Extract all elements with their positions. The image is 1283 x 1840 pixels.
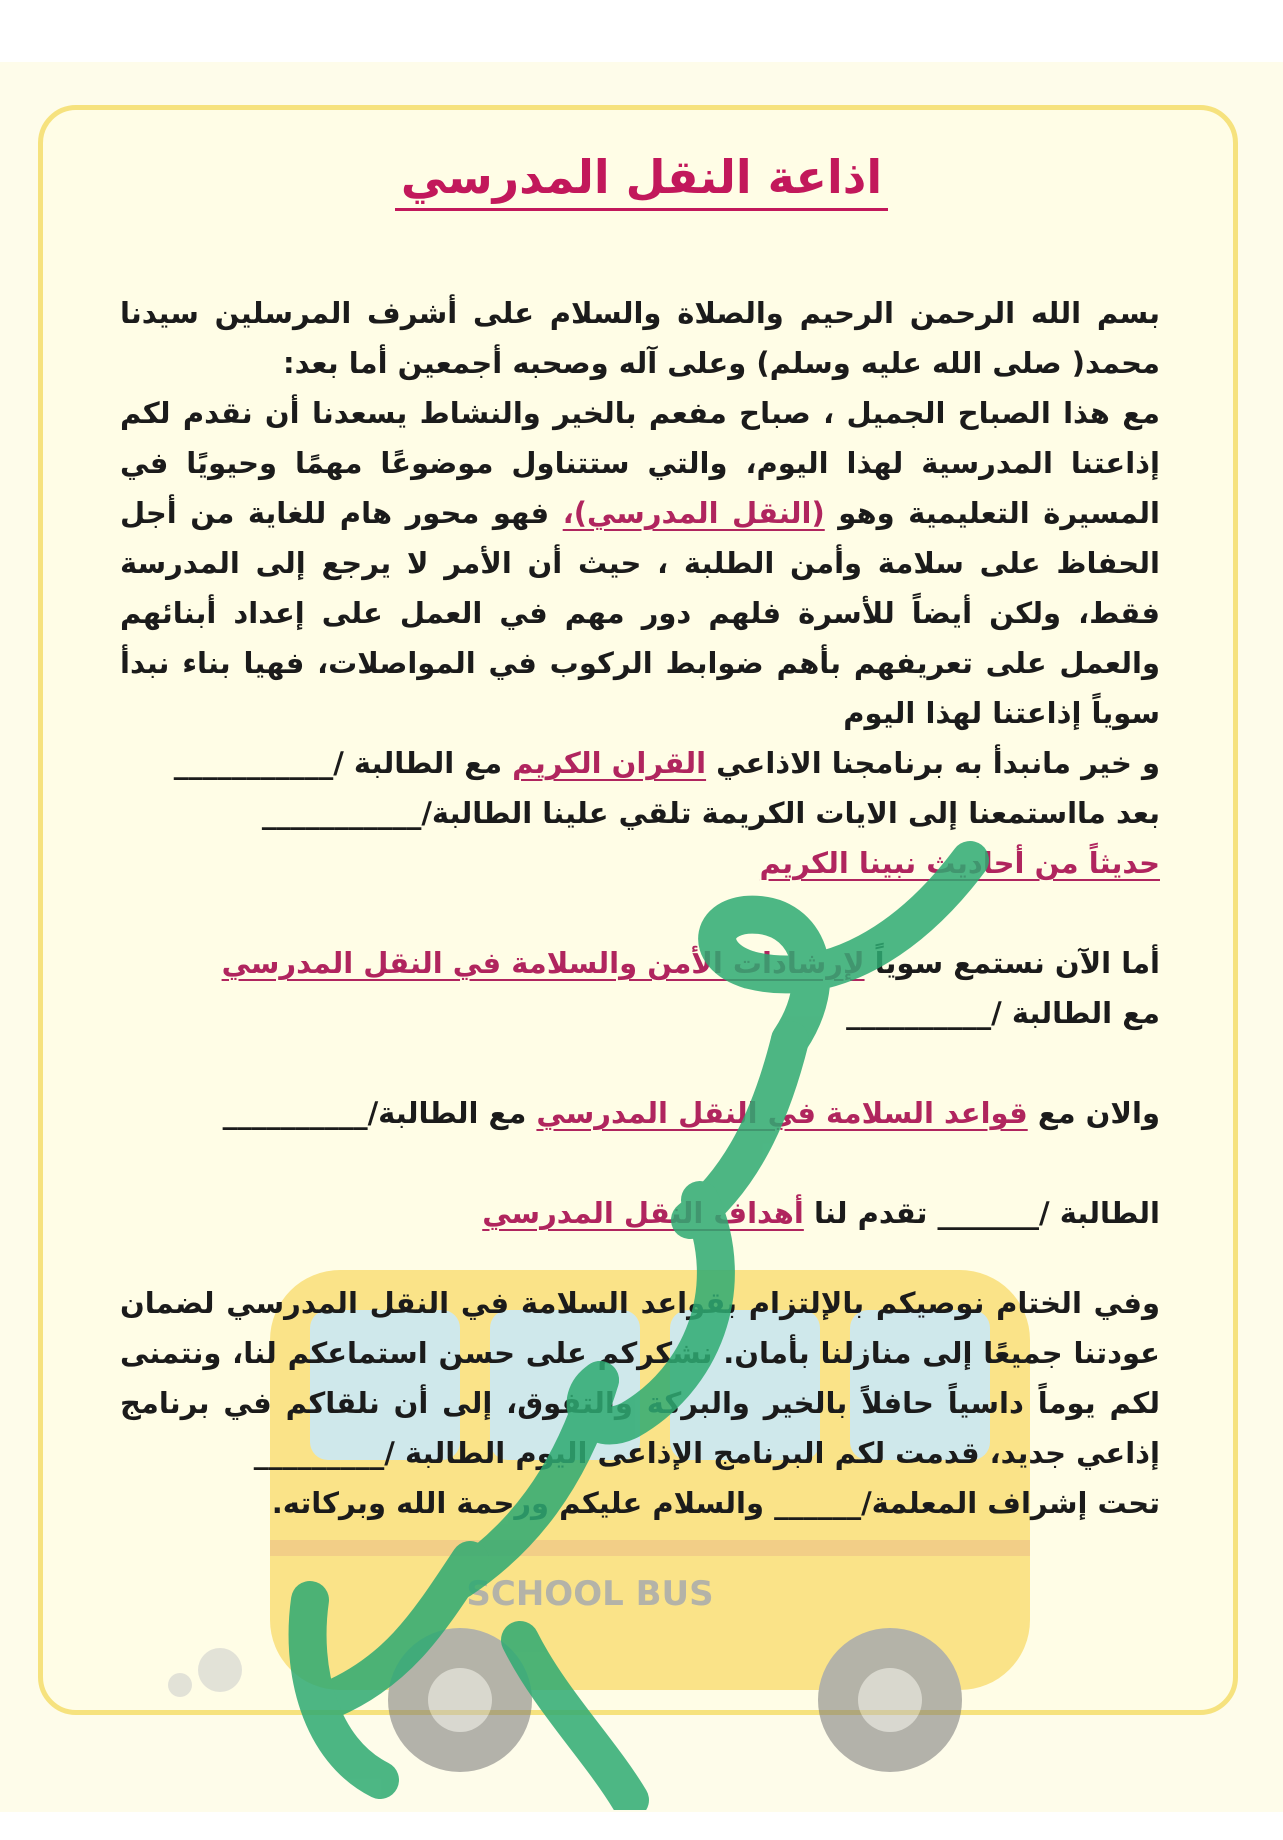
bus-label: SCHOOL BUS — [466, 1574, 714, 1614]
rules-line: والان مع قواعد السلامة في النقل المدرسي مع الطالبة/__________ — [222, 1096, 1160, 1130]
guidance-line: أما الآن نستمع سوياً لإرشادات الأمن والسلامة في النقل المدرسي — [221, 946, 1160, 980]
guidance-student-line: مع الطالبة /__________ — [846, 996, 1160, 1030]
opening-paragraph: بسم الله الرحمن الرحيم والصلاة والسلام على أشرف المرسلين سيدنا محمد( صلى الله عليه وسلم) وعلى آله وصحبه أجمعين أما بعد: — [120, 296, 1160, 380]
hadith-line: بعد مااستمعنا إلى الايات الكريمة تلقي علينا الطالبة/___________ — [261, 796, 1160, 830]
rules-highlight: قواعد السلامة في النقل المدرسي — [536, 1096, 1028, 1130]
quran-highlight: القران الكريم — [512, 746, 707, 780]
goals-highlight: أهداف النقل المدرسي — [482, 1196, 804, 1230]
guidance-highlight: لإرشادات الأمن والسلامة في النقل المدرسي — [221, 946, 865, 980]
intro-paragraph: مع هذا الصباح الجميل ، صباح مفعم بالخير والنشاط يسعدنا أن نقدم لكم إذاعتنا المدرسية لهذا اليوم، والتي ستتناول موضوعًا مهمًا وحيويًا في المسيرة التعليمية وهو (النقل المدرسي)، فهو محور هام للغاية من أجل الحفاظ على سلامة وأمن الطلبة ، حيث أن الأمر لا يرجع إلى المدرسة فقط، ولكن أيضاً للأسرة فلهم دور مهم في العمل على إعداد أبنائهم والعمل على تعريفهم بأهم ضوابط الركوب في المواصلات، فهيا بناء نبدأ سوياً إذاعتنا لهذا اليوم — [120, 396, 1160, 730]
supervisor-line: تحت إشراف المعلمة/______ والسلام عليكم ورحمة الله وبركاته. — [271, 1486, 1160, 1520]
hadith-highlight: حديثاً من أحاديث نبينا الكريم — [759, 846, 1160, 880]
broadcast-body — [120, 288, 1160, 1528]
goals-line: الطالبة /_______ تقدم لنا أهداف النقل المدرسي — [482, 1196, 1160, 1230]
quran-line: و خير مانبدأ به برنامجنا الاذاعي القران الكريم مع الطالبة /___________ — [173, 746, 1160, 780]
hadith-highlight-line — [120, 838, 1160, 888]
topic-highlight: (النقل المدرسي)، — [562, 496, 825, 530]
closing-paragraph: وفي الختام نوصيكم بالإلتزام بقواعد السلامة في النقل المدرسي لضمان عودتنا جميعًا إلى منازلنا بأمان. نشكركم على حسن استماعكم لنا، ونتمنى لكم يوماً داسياً حافلاً بالخير والبركة والتفوق، إلى أن نلقاكم في برنامج إذاعي جديد، قدمت لكم البرنامج الإذاعى اليوم الطالبة /_________ — [120, 1286, 1160, 1470]
page-title: اذاعة النقل المدرسي — [0, 150, 1283, 204]
